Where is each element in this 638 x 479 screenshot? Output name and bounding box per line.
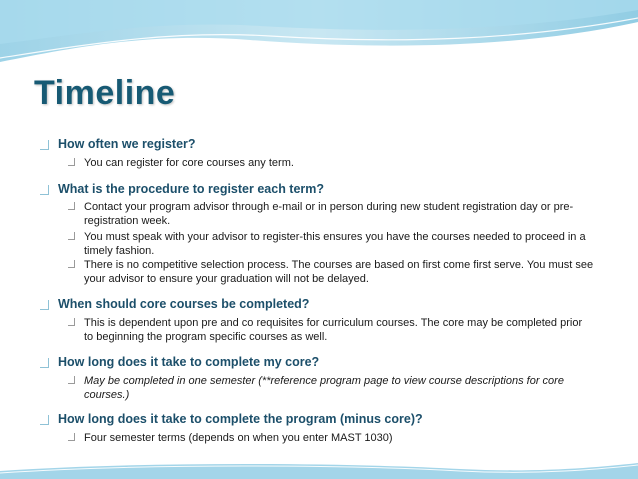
answer-text: Contact your program advisor through e-mail or in person during new student registration day or pre-registration week. [84, 201, 574, 227]
question-heading: How long does it take to complete the program (minus core)? [58, 412, 423, 426]
bullet-marker [40, 358, 49, 368]
bottom-wave-decoration [0, 459, 638, 479]
bullet-marker [40, 415, 49, 425]
question-heading: How long does it take to complete my core? [58, 355, 320, 369]
sub-bullet-marker [68, 158, 75, 166]
slide-title: Timeline [34, 74, 176, 112]
answer-text: May be completed in one semester (**reference program page to view course descriptions for core courses.) [84, 375, 564, 401]
sub-bullet-marker [68, 318, 75, 326]
bullet-marker [40, 300, 49, 310]
question-heading: When should core courses be completed? [58, 297, 310, 311]
sub-bullet-marker [68, 202, 75, 210]
question-heading: What is the procedure to register each term? [58, 182, 325, 196]
sub-bullet-marker [68, 376, 75, 384]
answer-text: Four semester terms (depends on when you enter MAST 1030) [84, 432, 393, 444]
sub-bullet-marker [68, 260, 75, 268]
bullet-marker [40, 185, 49, 195]
sub-bullet-marker [68, 232, 75, 240]
answer-text: You can register for core courses any term. [84, 157, 294, 169]
bullet-marker [40, 140, 49, 150]
answer-text: There is no competitive selection process. The courses are based on first come first serve. You must see your advisor to ensure your graduation will not be delayed. [84, 259, 594, 285]
answer-text: This is dependent upon pre and co requisites for curriculum courses. The core may be completed prior to beginning the program specific courses as well. [84, 317, 583, 343]
question-heading: How often we register? [58, 137, 196, 151]
sub-bullet-marker [68, 433, 75, 441]
top-wave-decoration [0, 0, 638, 70]
answer-text: You must speak with your advisor to register-this ensures you have the courses needed to proceed in a timely fashion. [84, 231, 586, 257]
